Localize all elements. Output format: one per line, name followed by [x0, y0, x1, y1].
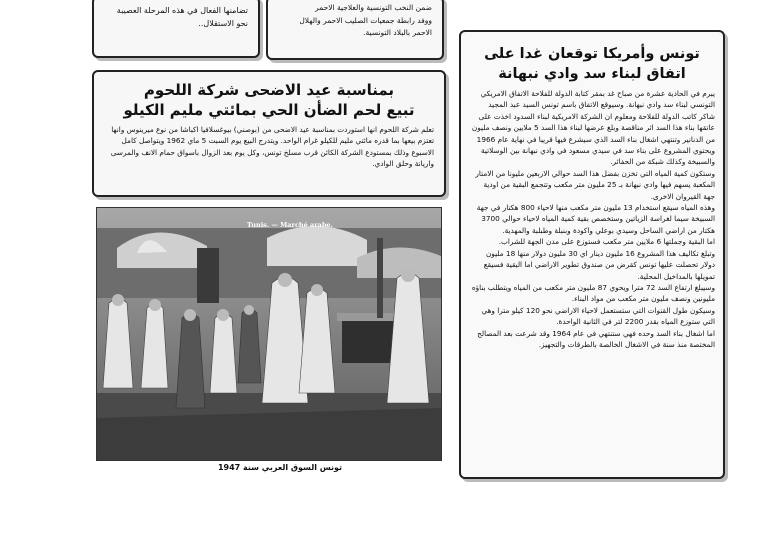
top-left-article-fragment [92, 0, 260, 58]
photo-caption: تونس السوق العربي سنة 1947 [217, 463, 343, 472]
text-line: ضمن النخب التونسية والعلاجية الاحمر [315, 3, 432, 12]
photo-inner-caption: Tunis. — Marché arabe. [247, 221, 333, 229]
market-scene-image [97, 208, 441, 460]
top-middle-article-fragment [266, 0, 444, 60]
text-line: الاحمر بالبلاد التونسية. [363, 28, 432, 37]
article-paragraph: وهذه المياه سيقع استخدام 13 مليون متر مكعب منها لاحياء 800 هكتار في جهة السبيخة سيما لغراسة الزياتين وستخصص بقية كمية المياه لاحياء حوالي 3700 هكتار من اراضي الساحل وسيدي بوعلي واكودة وبنبلة وطبلبة والمهدية. [476, 203, 715, 235]
article-paragraph: اما اشغال بناء السد وحده فهي ستنتهي في عام 1964 وقد شرعت بعد المصالح المختصة منذ سنة في الاشغال الخالصة بالطرقات والتجهيز. [477, 328, 715, 349]
article-paragraph: وتبلغ تكاليف هذا المشروع 16 مليون دينار اي 30 مليون دولار منها 18 مليون دولار تحصلت عليها تونس كقرض من صندوق تطوير الاراضي اما البقية فسيقع تمويلها بالمداخيل المحلية. [483, 248, 715, 281]
text-line: نحو الاستقلال.. [198, 19, 248, 28]
text-line: تضامنها الفعال في هذه المرحلة العصيبة [116, 6, 248, 15]
dam-agreement-article [459, 30, 725, 479]
market-photograph [96, 207, 442, 461]
text-line: ووفد رابطة جمعيات الصليب الاحمر والهلال [299, 15, 432, 25]
article-body: تعلم شركة اللحوم انها استوردت بمناسبة عيد الاضحى من (بوصني) بيوغسلافيا اكباشا من نوع ميرينوس وانها تعتزم بيعها بما قدره مائتي مليم للكيلو غرام الواحد. ويتدرج البيع يوم السبت 5 ماي 1962 ويتواصل كامل الاسبوع وذلك بمستودع الشركة الكائن قرب مسلخ تونس، وكل يوم بعد الزوال باسواق حمام الانف والمرسى واريانة وحلق الوادي. [110, 125, 434, 169]
article-subheadline: تبيع لحم الضأن الحي بمائتي مليم الكيلو [123, 101, 415, 119]
article-paragraph: وسيكون طول القنوات التي ستستعمل لاحياء الاراضي نحو 120 كيلو مترا وهي التي ستوزع المياه بقدر 2200 لتر في الثانية الواحدة. [481, 305, 715, 327]
article-paragraph: وستكون كمية المياه التي تخزن بفضل هذا السد حوالي الاربعين مليونا من الامتار المكعبة يسهم فيها وادي نبهانة بـ 25 مليون متر مكعب وتتجمع البقية من اودية جهة القيروان الاخرى. [475, 168, 715, 201]
article-subheadline: اتفاق لبناء سد وادي نبهانة [498, 66, 686, 82]
article-paragraph: اما البقية وجملتها 6 ملايين متر مكعب فستوزع على مدن الجهة للشراب. [498, 237, 715, 247]
article-paragraph: وسيبلغ ارتفاع السد 72 مترا ويحوي 87 مليون متر مكعب من المياه ويتطلب بناؤه مليونين ونصف مليون متر مكعب من مواد البناء. [471, 282, 715, 304]
article-paragraph: يبرم في الحادية عشرة من صباح غد بمقر كتابة الدولة للفلاحة الاتفاق الامريكي التونسي لبناء سد وادي نبهانة. وسيوقع الاتفاق باسم تونس السيد عبد المجيد شاكر كاتب الدولة للفلاحة ومعلوم ان الشركة الامريكية لبناء السدود اخذت على عاتقها بناء هذا السد اثر مناقصة وبلغ عرضها لبناء هذا السد 5 ملايين ونصف مليون من الدنانير وتنتهي اشغال بناء السد الذي سيشرع فيها قريبا في نهاية عام 1966 ويحتوي المشروع على بناء سد في سيدي مسعود في وادي نبهانة بين الوسلاتية والسبيخة وكذلك شبكة من الحفائر. [471, 89, 715, 167]
article-headline: بمناسبة عيد الاضحى شركة اللحوم [143, 81, 395, 99]
meat-company-article [92, 70, 446, 197]
article-headline: تونس وأمريكا توقعان غدا على [484, 46, 700, 62]
